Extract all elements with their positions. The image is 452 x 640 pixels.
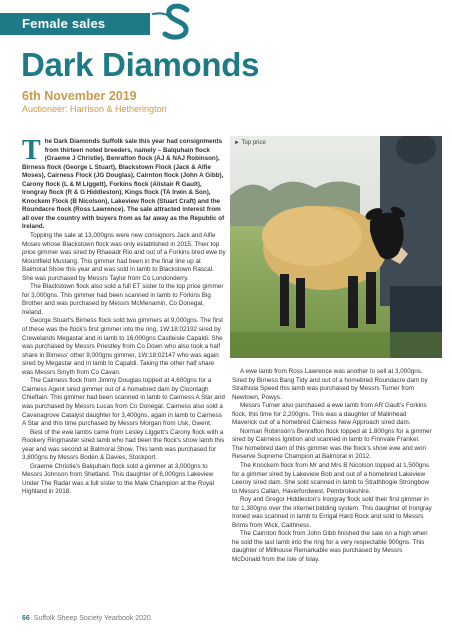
paragraph: Norman Robinson's Benrafton flock topped at 1,800gns for a gimmer sired by Cairness Ignition and scanned in lamb to Finnvale Frankel. The homebred dam of this gimmer was the flock's show ewe and won Reserve Supreme Champion at Balmoral in 2012. [232, 427, 432, 461]
paragraph: Graeme Christie's Balquhain flock sold a gimmer at 3,000gns to Messrs Johnson from Shetland. This daughter of 6,000gns Lakeview Under The Radar was a full sister to the Male Champion at the Royal Highland in 2018. [22, 462, 215, 496]
publication-name: Suffolk Sheep Society Yearbook 2020 [33, 615, 151, 622]
article-title: Dark Diamonds [21, 46, 260, 83]
paragraph: Roy and Gregor Hiddleston's Irongray flock sold their first gimmer in for 1,300gns over the internet bidding system. This daughter of Irongray Ironed was scanned in lamb to Errigal Hard Rock and sold to Messrs Brims from Wick, Caithness. [232, 496, 432, 529]
sheep-photo [230, 136, 442, 358]
lead-paragraph [22, 135, 226, 232]
right-column [232, 368, 432, 565]
section-header [0, 13, 150, 35]
drop-cap: T [22, 135, 41, 166]
photo-caption [234, 140, 266, 146]
paragraph: George Stuart's Birness flock sold two gimmers at 9,000gns. The first of these was the flock's first gimmer into the ring, 1W:18:02192 sired by Crewelands Megastar and in lamb to 16,000gns Castleisle Capaldi. She was purchased by Messrs Priestley from Co Down who also took a half share in Birness' other 9,000gns gimmer, 1W:18:02147 who was again sired by Megastar and in lamb to Capaldi. Taking the other half share was Messrs Smyth from Co Cavan. [22, 317, 223, 376]
caption-marker-icon: ► [234, 140, 242, 146]
section-label: Female sales [22, 16, 106, 31]
paragraph: Topping the sale at 13,000gns were new consignors Jack and Alfie Moses whose Blackstown flock was only established in 2015. Their top price gimmer was sired by Rhaeadr Rio and out of a Forkins bred ewe by Mountfield Mustang. This gimmer had been in the final line up at Balmoral Show this year and was sold in lamb to Blackstown Rascal. She was purchased by Messrs Taylor from Co Londonderry. [22, 232, 226, 282]
paragraph: Messrs Turner also purchased a ewe lamb from AR Gault's Forkins flock, this time for 2,200gns. This was a daughter of Malinhead Maverick out of a homebred Cairness New Approach sired dam. [232, 402, 427, 427]
paragraph: The Blackstown flock also sold a full ET sister to the top price gimmer for 3,000gns. This gimmer had been scanned in lamb to Forkins Big Brother and was purchased by Messrs McMenamin, Co Donegal, Ireland. [22, 283, 224, 316]
left-column [22, 135, 226, 497]
caption-text: Top price [241, 140, 266, 146]
suffolk-s-logo-icon [149, 2, 195, 40]
auctioneer-line: Auctioneer: Harrison & Hetherington [22, 104, 167, 114]
lead-text: he Dark Diamonds Suffolk sale this year had consignments from thirteen noted breeders, namely – Balquhain flock (Graeme J Christie), Benrafton flock (AJ & NAJ Robinson), Birness flock (George L Stuart), Blackstown Flock (Jack & Alfie Moses), Cairness Flock (JG Douglas), Cairnton flock (John A Gibb), Carony flock (L & M Liggett), Forkins flock (Alistair R Gault), Irongray flock (R & G Hiddleston), Kings flock (TA Irwin & Son), Knockem Flock (B Nicolson), Lakeview flock (Stuart Craft) and the Roundacre flock (Ross Lawrence). The sale attracted interest from all over the country with buyers from as far away as the Republic of Ireland. [22, 138, 225, 231]
paragraph: The Cairness flock from Jimmy Douglas topped at 4,600gns for a Cairness Agent sired gimmer out of a homebred dam by Cloontagh Chieftain. This gimmer had been scanned in lamb to Cairness A Star and was purchased by Messrs Lucas from Co Donegal. Cairness also sold a Cavanagrove Catalyst daughter for 3,400gns, again in lamb to Cairness A Star and this time purchased by Messrs Morgan from Usk, Gwent. [22, 377, 225, 428]
paragraph: Best of the ewe lambs came from Lesley Liggett's Carony flock with a Rookery Ringmaster sired lamb who had been the flock's show lamb this year and was second at Balmoral Show. This lamb was purchased for 3,800gns by Messrs Boden & Davies, Stockport. [22, 428, 225, 462]
paragraph: The Knockem flock from Mr and Mrs B Nicolson topped at 1,500gns for a gimmer sired by Lakeview Bob and out of a homebred Lakeview Leeroy sired dam. She sold scanned in lamb to Strathbogie Strongbow to Messrs Callan, Haverfordwest, Pembrokeshire. [232, 462, 430, 495]
sheep-photo-image [230, 136, 442, 358]
paragraph: A ewe lamb from Ross Lawrence was another to sell at 3,000gns. Sired by Birness Bang Tidy and out of a homebred Roundacre dam by Strathisla Speed this lamb was purchased by Messrs Turner from Newtown, Powys. [232, 368, 428, 401]
page-footer [22, 615, 151, 622]
page-number: 66 [22, 615, 30, 622]
sale-date: 6th November 2019 [22, 89, 137, 103]
paragraph: The Cairnton flock from John Gibb finished the sale on a high when he sold the last lamb into the ring for a very respectable 900gns. This daughter of Millhouse Remarkable was purchased by Messrs McDonald from the Isle of Islay. [232, 530, 428, 564]
